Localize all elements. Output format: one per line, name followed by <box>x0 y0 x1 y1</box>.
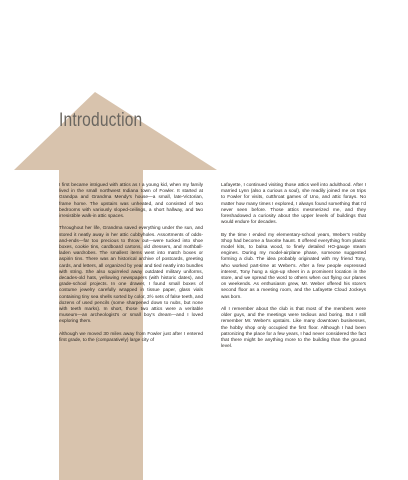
paragraph: By the time I ended my elementary-school years, Weber's Hobby Shop had become a favorite haunt. It offered everything from plastic model kits, to balsa wood, to finely detailed HO-gauge steam engines. During my model-airplane phase, someone suggested forming a club. The idea probably originated with my friend Tony, who worked part-time at Weber's. After a few people expressed interest, Tony hung a sign-up sheet in a prominent location in the store, and we spread the word to others when out flying our planes on weekends. As enthusiasm grew, Mr. Weber offered his store's second floor as a meeting room, and the Lafayette Cloud Jockeys was born. <box>221 232 366 300</box>
paragraph: Although we moved 30 miles away from Fowler just after I entered first grade, to the (comparatively) large city of <box>59 331 203 344</box>
chapter-title: Introduction <box>59 110 143 131</box>
right-text-column <box>221 183 366 357</box>
paragraph: I first became intrigued with attics as I a young kid, when my family lived in the small northwest Indiana town of Fowler. It started at Grandpa and Grandma Mendy's house—a small, late-Victorian, frame home. The upstairs was unheated, and consisted of two bedrooms with variously sloped-ceilings, a short hallway, and two irresistible walk-in attic spaces. <box>59 183 203 220</box>
paragraph: Throughout her life, Grandma saved everything under the sun, and stored it neatly away in her attic cubbyholes. Assortments of odds-and-ends—far too precious to throw out—were tucked into shoe boxes, cookie tins, cardboard cartons, old dressers, and mothball-laden wardrobes. The smallest items went into match boxes or aspirin tins. There was an historical archive of postcards, greeting cards, and letters, all organized by year and tied neatly into bundles with string. She also squirreled away outdated military uniforms, decades-old hats, yellowing newspapers (with historic dates), and grade-school projects. In one drawer, I found small boxes of costume jewelry carefully wrapped in tissue paper, glass vials containing tiny sea shells sorted by color, 3½ sets of false teeth, and dozens of used pencils (some sharpened down to nubs, but none with teeth marks). In short, those two attics were a veritable museum—an archeologist's or small boy's dream—and I loved exploring them. <box>59 226 203 325</box>
paragraph: All I remember about the club is that most of the members were older guys, and the meetings were tedious and boring. But I still remember Mr. Weber's upstairs. Like many downtown businesses, the hobby shop only occupied the first floor. Although I had been patronizing the place for a few years, I had never considered the fact that there might be anything more to the building than the ground level. <box>221 307 366 350</box>
paragraph: Lafayette, I continued visiting those attics well into adulthood. After I married Lynn (also a curious a soul), she readily joined me on trips to Fowler for visits, cutthroat games of Uno, and attic forays. No matter how many times I explored, I always found something that I'd never seen before. Those attics mesmerized me, and they foreshadowed a curiosity about the upper levels of buildings that would endure for decades. <box>221 183 366 226</box>
left-text-column <box>59 183 203 350</box>
